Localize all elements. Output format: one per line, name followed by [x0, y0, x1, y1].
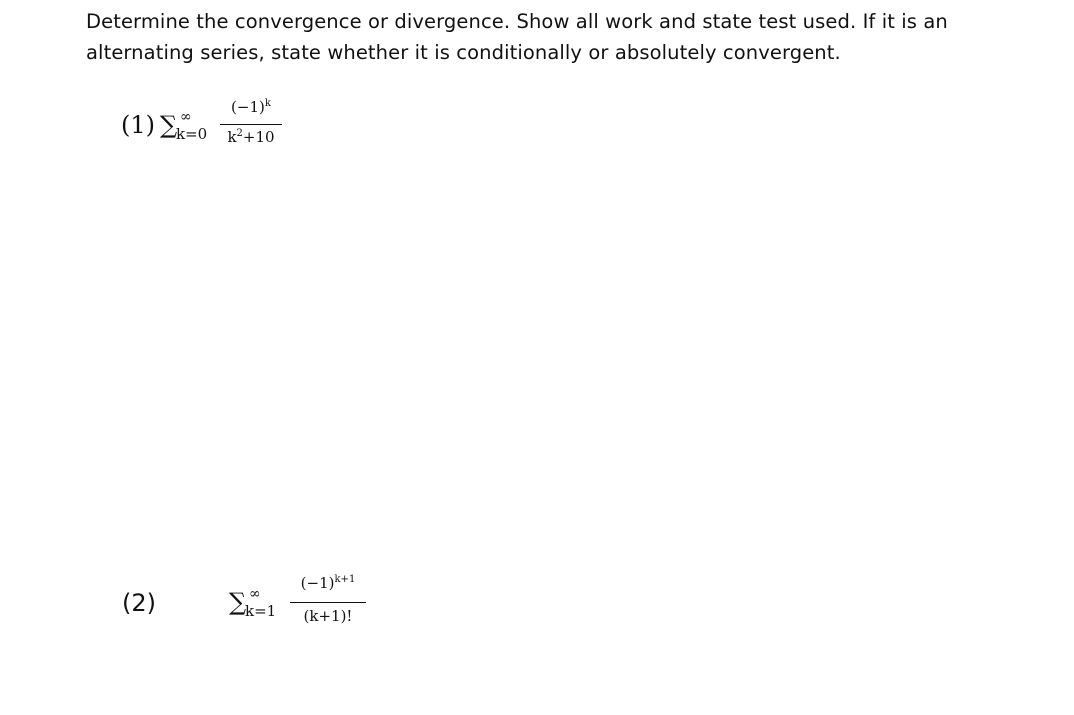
problem-2-numerator-exponent: k+1	[334, 574, 356, 585]
problem-1-denominator	[220, 128, 282, 146]
instructions-line-2: alternating series, state whether it is conditionally or absolutely convergent.	[86, 41, 841, 64]
problem-1-numerator	[220, 98, 282, 116]
instructions-line-1: Determine the convergence or divergence. Show all work and state test used. If it is an	[86, 10, 948, 33]
problem-1-lower-limit: k=0	[176, 125, 208, 143]
problem-1-fraction-bar	[220, 124, 282, 125]
problem-2-lower-limit: k=1	[245, 602, 277, 620]
problem-2-upper-limit: ∞	[249, 586, 261, 602]
problem-2-denominator: (k+1)!	[303, 607, 353, 625]
problem-2-numerator	[290, 574, 366, 592]
problem-1-denominator-tail: +10	[242, 128, 275, 146]
problem-2-sigma-symbol: ∑	[229, 588, 247, 616]
problem-2-label: (2)	[122, 589, 156, 617]
problem-1-sigma-symbol: ∑	[160, 111, 178, 139]
problem-1-numerator-base: (−1)	[231, 98, 265, 116]
problem-1-upper-limit: ∞	[180, 109, 192, 125]
instructions	[86, 6, 1046, 68]
problem-1-denominator-exponent: 2	[236, 128, 243, 139]
problem-2-fraction-bar	[290, 602, 366, 603]
problem-1-denominator-base: k	[227, 128, 237, 146]
problem-1-numerator-exponent: k	[264, 98, 271, 109]
problem-2-numerator-base: (−1)	[300, 574, 335, 592]
problem-1-label: (1)	[121, 111, 155, 139]
